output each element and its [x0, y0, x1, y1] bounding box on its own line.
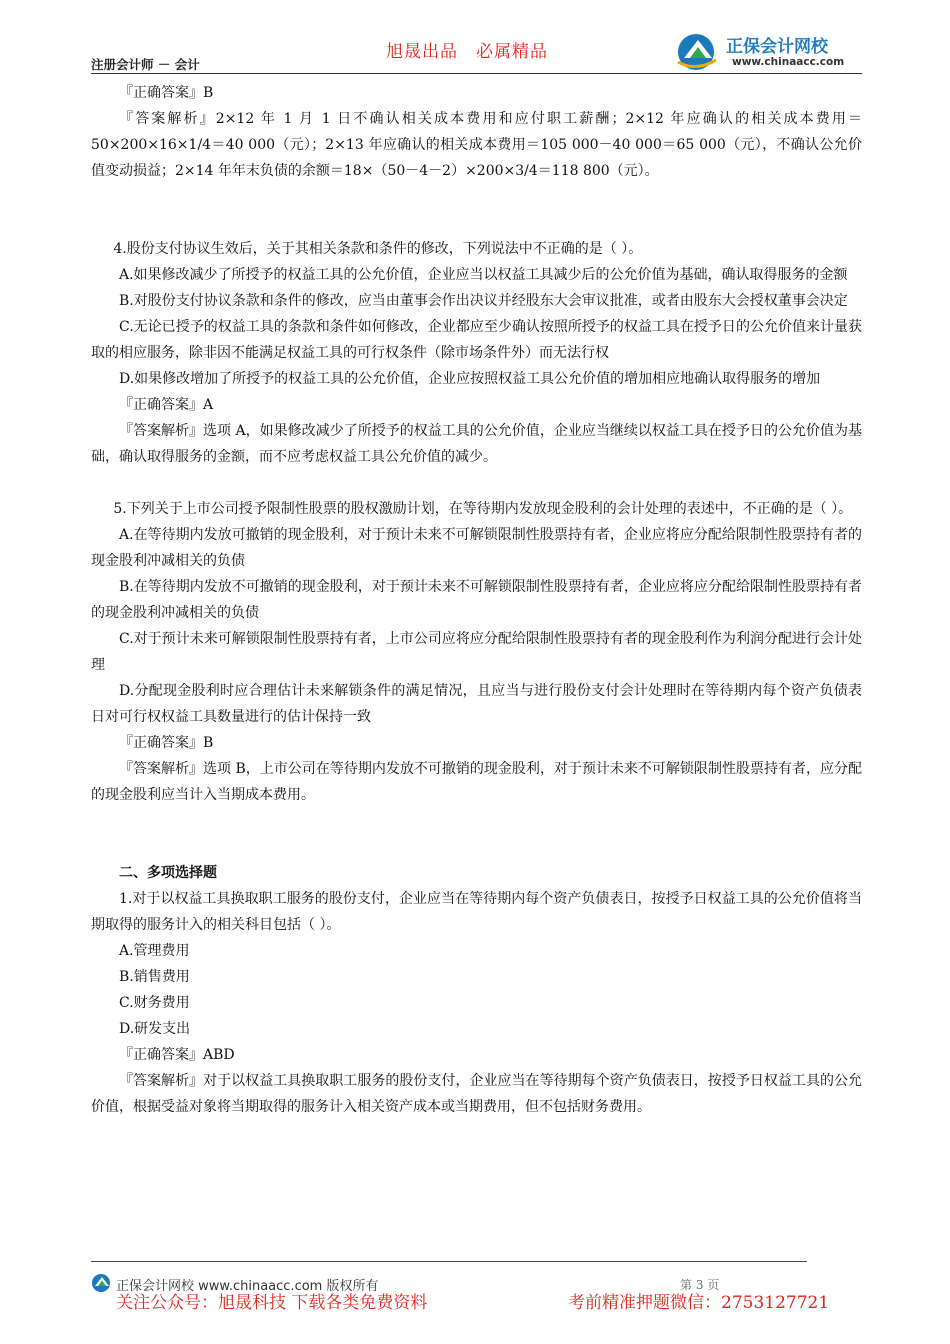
- q5-answer: 『正确答案』B: [119, 735, 214, 751]
- spacer: [91, 184, 862, 236]
- m1-answer: 『正确答案』ABD: [119, 1047, 235, 1063]
- q4-option-b: B.对股份支付协议条款和条件的修改，应当由董事会作出决议并经股东大会审议批准，或者由股东大会授权董事会决定: [119, 293, 848, 309]
- logo-url: www.chinaacc.com: [732, 56, 845, 68]
- logo-icon: [676, 32, 720, 72]
- m1-option-d: D.研发支出: [119, 1021, 191, 1037]
- q3-analysis: 『答案解析』2×12 年 1 月 1 日不确认相关成本费用和应付职工薪酬；2×12 年应确认的相关成本费用＝50×200×16×1/4＝40 000（元）；2×13 年应确认的相关成本费用＝105 000－40 000＝65 000（元），不确认公允价值变动损益；2×14 年年末负债的余额＝18×（50－4－2）×200×3/4＝118 800（元）。: [91, 111, 862, 179]
- q4-analysis: 『答案解析』选项 A，如果修改减少了所授予的权益工具的公允价值，企业应当继续以权益工具在授予日的公允价值为基础，确认取得服务的金额，而不应考虑权益工具公允价值的减少。: [91, 423, 862, 465]
- m1-option-b: B.销售费用: [119, 969, 190, 985]
- header-promo: [386, 37, 548, 62]
- q4-option-a: A.如果修改减少了所授予的权益工具的公允价值，企业应当以权益工具减少后的公允价值为基础，确认取得服务的金额: [119, 267, 848, 283]
- spacer: [91, 470, 862, 496]
- page-number: 第 3 页: [680, 1278, 720, 1292]
- q4-stem: 4.股份支付协议生效后，关于其相关条款和条件的修改，下列说法中不正确的是（ ）。: [113, 241, 643, 257]
- m1-option-a: A.管理费用: [119, 943, 190, 959]
- q3-answer: 『正确答案』B: [119, 85, 214, 101]
- q4-option-c: C.无论已授予的权益工具的条款和条件如何修改，企业都应至少确认按照所授予的权益工具在授予日的公允价值来计量获取的相应服务，除非因不能满足权益工具的可行权条件（除市场条件外）而无法行权: [91, 319, 862, 361]
- q4-option-d: D.如果修改增加了所授予的权益工具的公允价值，企业应按照权益工具公允价值的增加相应地确认取得服务的增加: [119, 371, 821, 387]
- m1-analysis: 『答案解析』对于以权益工具换取职工服务的股份支付，企业应当在等待期每个资产负债表日，按授予日权益工具的公允价值，根据受益对象将当期取得的服务计入相关资产成本或当期费用，但不包括财务费用。: [91, 1073, 862, 1115]
- promo-wechat: 考前精准押题微信：2753127721: [568, 1293, 830, 1313]
- q5-option-a: A.在等待期内发放可撤销的现金股利，对于预计未来不可解锁限制性股票持有者，企业应将应分配给限制性股票持有者的现金股利冲减相关的负债: [91, 527, 862, 569]
- spacer: [91, 808, 862, 860]
- q5-analysis: 『答案解析』选项 B，上市公司在等待期内发放不可撤销的现金股利，对于预计未来不可解锁限制性股票持有者，应分配的现金股利应当计入当期成本费用。: [91, 761, 862, 803]
- document-body: [91, 80, 862, 1120]
- header-promo-1: 旭晟出品: [386, 42, 458, 62]
- q4-answer: 『正确答案』A: [119, 397, 214, 413]
- footer-logo-icon: [91, 1272, 113, 1294]
- footer-copyright: 正保会计网校 www.chinaacc.com 版权所有: [116, 1279, 379, 1294]
- section-title: 二、多项选择题: [119, 865, 217, 881]
- footer-divider: [91, 1261, 807, 1262]
- q5-option-d: D.分配现金股利时应合理估计未来解锁条件的满足情况，且应当与进行股份支付会计处理时在等待期内每个资产负债表日对可行权权益工具数量进行的估计保持一致: [91, 683, 862, 725]
- m1-stem: 1.对于以权益工具换取职工服务的股份支付，企业应当在等待期内每个资产负债表日，按授予日权益工具的公允价值将当期取得的服务计入的相关科目包括（ ）。: [91, 891, 862, 933]
- header-promo-2: 必属精品: [476, 42, 548, 62]
- brand-logo[interactable]: [676, 28, 866, 76]
- q5-option-b: B.在等待期内发放不可撤销的现金股利，对于预计未来不可解锁限制性股票持有者，企业应将应分配给限制性股票持有者的现金股利冲减相关的负债: [91, 579, 862, 621]
- q5-option-c: C.对于预计未来可解锁限制性股票持有者，上市公司应将应分配给限制性股票持有者的现金股利作为利润分配进行会计处理: [91, 631, 862, 673]
- header-divider: [91, 73, 862, 74]
- header-course-title: 注册会计师 － 会计: [91, 57, 200, 72]
- promo-follow-account: 关注公众号：旭晟科技 下载各类免费资料: [116, 1293, 428, 1313]
- logo-name: 正保会计网校: [726, 37, 828, 57]
- m1-option-c: C.财务费用: [119, 995, 190, 1011]
- q5-stem: 5.下列关于上市公司授予限制性股票的股权激励计划，在等待期内发放现金股利的会计处理的表述中，不正确的是（ ）。: [113, 501, 853, 517]
